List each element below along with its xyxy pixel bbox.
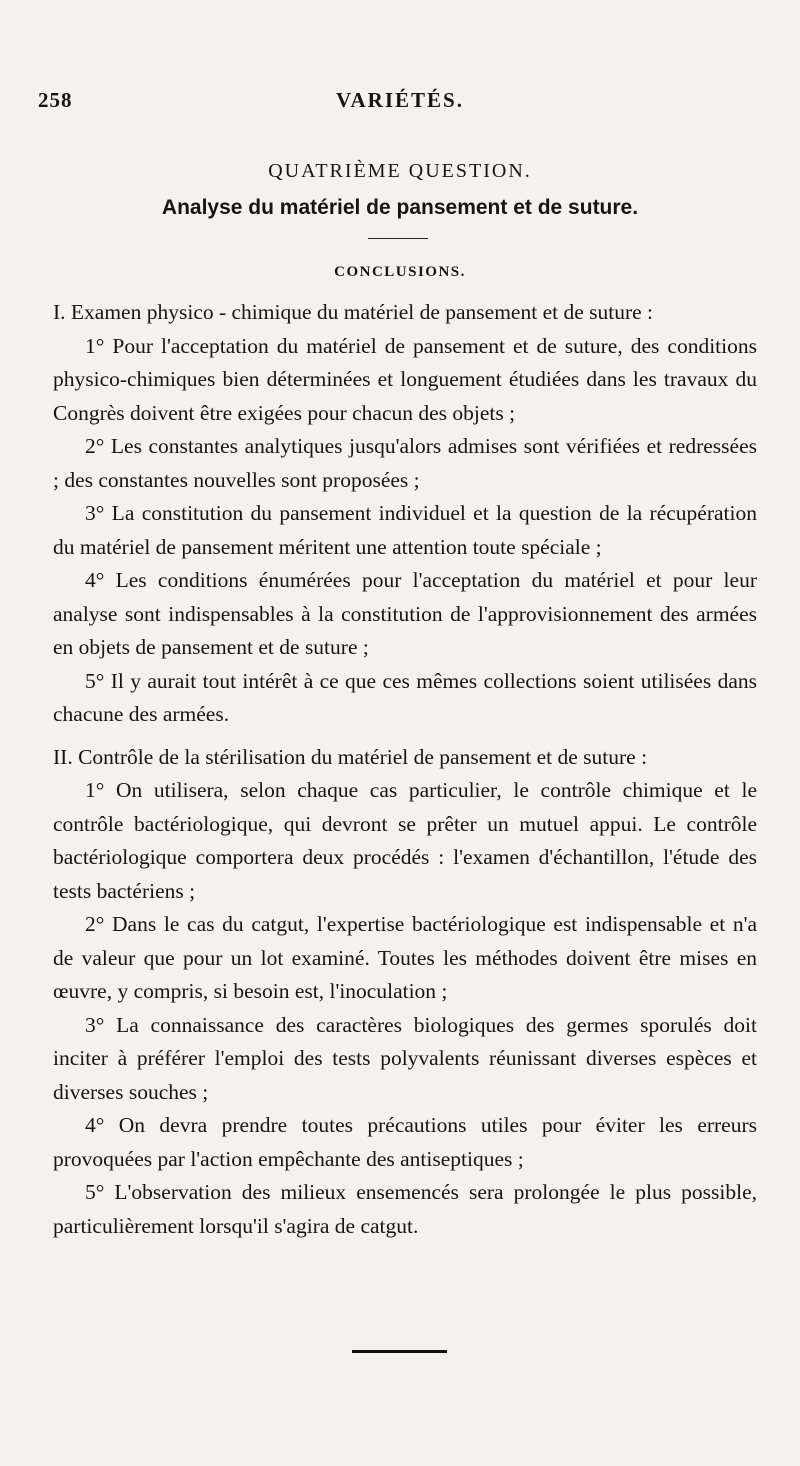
body-text bbox=[53, 296, 757, 1243]
section-heading: II. Contrôle de la stérilisation du matériel de pansement et de suture : bbox=[53, 744, 648, 769]
end-rule bbox=[352, 1350, 447, 1353]
paragraph: 1° Pour l'acceptation du matériel de pansement et de suture, des conditions physico-chimiques bien déterminées et longuement étudiées dans les travaux du Congrès doivent être exigées pour chacun des objets ; bbox=[53, 333, 757, 425]
paragraph: 3° La connaissance des caractères biologiques des germes sporulés doit inciter à préférer l'emploi des tests polyvalents réunissant diverses espèces et diverses souches ; bbox=[53, 1012, 757, 1104]
question-subtitle: Analyse du matériel de pansement et de suture. bbox=[161, 196, 639, 219]
running-title: VARIÉTÉS. bbox=[336, 88, 464, 112]
paragraph: 1° On utilisera, selon chaque cas particulier, le contrôle chimique et le contrôle bactériologique, qui devront se prêter un mutuel appui. Le contrôle bactériologique comportera deux procédés : l'examen d'échantillon, l'étude des tests bactériens ; bbox=[53, 778, 757, 903]
paragraph: 5° L'observation des milieux ensemencés sera prolongée le plus possible, particulièrement lorsqu'il s'agira de catgut. bbox=[53, 1180, 757, 1238]
running-header bbox=[38, 88, 762, 118]
section-heading: I. Examen physico - chimique du matériel de pansement et de suture : bbox=[53, 300, 654, 324]
paragraph: 2° Les constantes analytiques jusqu'alors admises sont vérifiées et redressées ; des constantes nouvelles sont proposées ; bbox=[53, 434, 757, 492]
paragraph: 4° Les conditions énumérées pour l'acceptation du matériel et pour leur analyse sont indispensables à la constitution de l'approvisionnement des armées en objets de pansement et de suture ; bbox=[53, 568, 757, 659]
divider-rule bbox=[368, 238, 428, 239]
paragraph: 3° La constitution du pansement individuel et la question de la récupération du matériel de pansement méritent une attention toute spéciale ; bbox=[53, 501, 757, 559]
page-number: 258 bbox=[38, 88, 73, 112]
conclusions-heading: CONCLUSIONS. bbox=[334, 264, 466, 280]
paragraph: 4° On devra prendre toutes précautions utiles pour éviter les erreurs provoquées par l'action empêchante des antiseptiques ; bbox=[53, 1113, 757, 1171]
paragraph: 2° Dans le cas du catgut, l'expertise bactériologique est indispensable et n'a de valeur que pour un lot examiné. Toutes les méthodes doivent être mises en œuvre, y compris, si besoin est, l'inoculation ; bbox=[53, 912, 757, 1003]
question-title: QUATRIÈME QUESTION. bbox=[268, 160, 532, 182]
paragraph: 5° Il y aurait tout intérêt à ce que ces mêmes collections soient utilisées dans chacune des armées. bbox=[53, 668, 757, 726]
